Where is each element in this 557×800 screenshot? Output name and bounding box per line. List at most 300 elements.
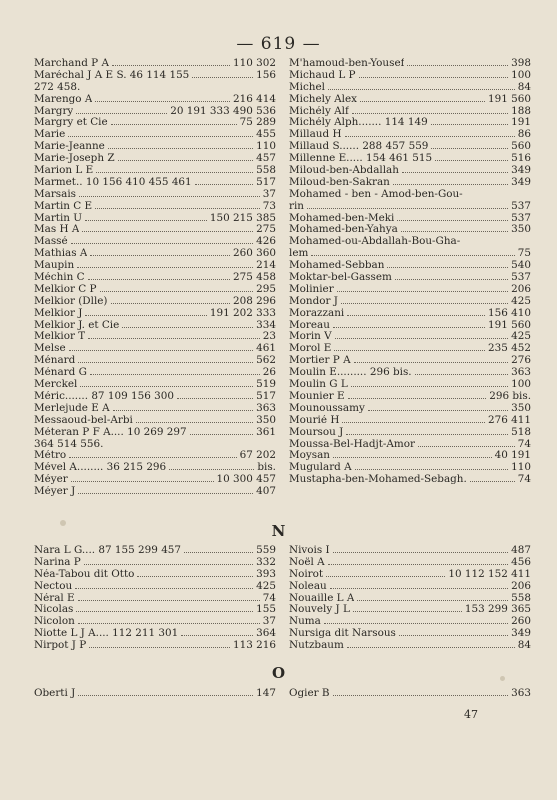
index-entry <box>34 379 276 391</box>
dot-leader <box>71 242 254 244</box>
index-entry-pages: 425 <box>511 295 531 307</box>
index-entry <box>34 581 276 593</box>
dot-leader <box>69 349 254 351</box>
index-entry-name: Mondor J <box>289 295 338 307</box>
index-entry <box>289 628 531 640</box>
index-entry-name: Nicolas <box>34 604 74 616</box>
index-entry-pages: 23 <box>262 331 276 343</box>
dot-leader <box>195 183 254 185</box>
index-entry-pages: 363 <box>511 367 531 379</box>
index-entry-name: Moursou J <box>289 426 344 438</box>
dot-leader <box>345 135 515 137</box>
index-entry-name: Morin V <box>289 331 332 343</box>
index-entry-name: Noël A <box>289 556 325 568</box>
dot-leader <box>108 147 253 149</box>
index-entry <box>34 403 276 415</box>
index-entry <box>289 343 531 355</box>
dot-leader <box>334 349 485 351</box>
dot-leader <box>78 361 253 363</box>
index-entry <box>34 462 276 474</box>
index-entry-pages: 260 360 <box>233 248 276 260</box>
index-entry <box>289 141 531 153</box>
dot-leader <box>184 551 253 553</box>
index-entry-pages: 518 <box>511 426 531 438</box>
dot-leader <box>307 207 508 209</box>
index-entry-name: Mustapha-ben-Mohamed-Sebagh. <box>289 474 467 486</box>
dot-leader <box>95 207 260 209</box>
index-entry-name: Michély Alph....... 114 149 <box>289 117 428 129</box>
index-entry <box>289 450 531 462</box>
index-entry-name: Nursiga dit Narsous <box>289 628 396 640</box>
index-entry-name: Mével A........ 36 215 296 <box>34 462 167 474</box>
index-entry-name: Ménard G <box>34 367 87 379</box>
dot-leader <box>76 112 167 114</box>
index-entry-pages: 75 <box>517 248 531 260</box>
index-entry-name: Ménard <box>34 355 76 367</box>
index-entry-pages: 155 <box>256 604 276 616</box>
dot-leader <box>333 551 509 553</box>
index-entry-name: Nouvely J L <box>289 604 350 616</box>
dot-leader <box>399 634 508 636</box>
index-entry-pages: 260 <box>511 616 531 628</box>
index-entry <box>34 213 276 225</box>
index-entry-name: Miloud-ben-Abdallah <box>289 165 399 177</box>
index-entry-name: Maréchal J A E S. 46 114 155 <box>34 69 190 81</box>
index-entry <box>289 331 531 343</box>
index-entry-name: Méyer <box>34 474 68 486</box>
index-entry <box>34 331 276 343</box>
index-entry-pages: 560 <box>511 141 531 153</box>
index-entry <box>289 165 531 177</box>
index-entry-name: Néa-Tabou dit Otto <box>34 568 135 580</box>
page-number: — 619 — <box>236 34 321 54</box>
index-entry-pages: 456 <box>511 556 531 568</box>
index-entry <box>34 688 276 700</box>
index-entry-pages: 517 <box>256 176 276 188</box>
index-entry-name: Moussa-Bel-Hadjt-Amor <box>289 438 415 450</box>
index-entry-pages: 519 <box>256 379 276 391</box>
index-entry <box>289 272 531 284</box>
index-entry-pages: 84 <box>517 81 531 93</box>
index-entry-pages: 540 <box>511 260 531 272</box>
index-entry <box>34 94 276 106</box>
index-entry <box>34 296 276 308</box>
dot-leader <box>88 337 260 339</box>
index-entry-name: Marie-Joseph Z <box>34 153 115 165</box>
index-entry-name: Margry <box>34 105 74 117</box>
index-entry <box>289 415 531 427</box>
index-entry-pages: 73 <box>262 200 276 212</box>
index-entry-pages: 150 215 385 <box>209 212 276 224</box>
index-entry-pages: 516 <box>511 153 531 165</box>
dot-leader <box>85 314 206 316</box>
index-entry-name: Morol E <box>289 343 332 355</box>
dot-leader <box>348 397 487 399</box>
index-entry-name: M'hamoud-ben-Yousef <box>289 58 405 69</box>
index-entry-name: Oberti J <box>34 688 76 699</box>
index-entry-name: Melkior (Dlle) <box>34 295 108 307</box>
index-entry-pages: 74 <box>262 592 276 604</box>
dot-leader <box>347 314 485 316</box>
index-entry-name: Moulin G L <box>289 379 348 391</box>
index-entry-pages: 349 <box>511 176 531 188</box>
index-entry <box>34 391 276 403</box>
index-entry-name: Messaoud-bel-Arbi <box>34 414 133 426</box>
dot-leader <box>90 254 230 256</box>
index-entry-pages: 364 <box>256 628 276 640</box>
index-entry-pages: 110 302 <box>233 58 276 69</box>
column-o-left <box>34 688 276 700</box>
dot-leader <box>397 219 508 221</box>
index-entry-pages: 26 <box>262 367 276 379</box>
dot-leader <box>333 456 492 458</box>
index-entry <box>289 545 531 557</box>
index-entry <box>34 248 276 260</box>
dot-leader <box>89 646 230 648</box>
dot-leader <box>353 610 462 612</box>
index-entry-name: Maupin <box>34 260 75 272</box>
dot-leader <box>333 326 485 328</box>
index-entry-pages: 110 <box>256 141 276 153</box>
index-entry-pages: 276 411 <box>488 414 531 426</box>
index-entry-pages: 153 299 365 <box>464 604 531 616</box>
index-entry-pages: 100 <box>511 69 531 81</box>
index-entry-name: Michaud L P <box>289 69 356 81</box>
index-entry <box>289 213 531 225</box>
index-entry-name: Melkior J. et Cie <box>34 319 120 331</box>
index-entry-pages: 156 410 <box>488 307 531 319</box>
index-entry-pages: 558 <box>511 592 531 604</box>
index-entry <box>34 141 276 153</box>
index-entry <box>289 379 531 391</box>
index-entry-name: Néral E <box>34 592 75 604</box>
index-entry-continuation: Mohamed-ou-Abdallah-Bou-Gha- <box>289 236 461 248</box>
column-o-right <box>289 688 531 700</box>
dot-leader <box>341 302 508 304</box>
index-entry-pages: 562 <box>256 355 276 367</box>
dot-leader <box>68 135 253 137</box>
index-entry-pages: 216 414 <box>233 93 276 105</box>
index-entry-pages: 363 <box>256 402 276 414</box>
index-entry <box>289 201 531 213</box>
index-entry-name: Noleau <box>289 580 327 592</box>
dot-leader <box>324 622 508 624</box>
index-entry-pages: 276 <box>511 355 531 367</box>
index-entry-pages: 275 458 <box>233 272 276 284</box>
index-entry <box>34 367 276 379</box>
dot-leader <box>85 219 207 221</box>
index-entry-pages: 206 <box>511 283 531 295</box>
index-entry-name: Mathias A <box>34 248 88 260</box>
index-entry-pages: 147 <box>256 688 276 699</box>
index-entry-name: Michely Alex <box>289 93 357 105</box>
index-entry <box>34 343 276 355</box>
index-entry-name: Millaud H <box>289 129 342 141</box>
dot-leader <box>79 195 260 197</box>
index-entry-pages: 393 <box>256 568 276 580</box>
index-entry <box>289 557 531 569</box>
index-entry-pages: 75 289 <box>239 117 276 129</box>
index-entry <box>289 260 531 272</box>
index-entry <box>34 320 276 332</box>
dot-leader <box>190 433 254 435</box>
index-entry <box>289 367 531 379</box>
index-entry <box>34 604 276 616</box>
index-entry-name: Mohamed-Sebban <box>289 260 385 272</box>
index-entry <box>34 415 276 427</box>
dot-leader <box>402 171 508 173</box>
index-entry-name: Massé <box>34 236 68 248</box>
index-entry <box>289 224 531 236</box>
printer-signature-mark: 47 <box>464 708 478 721</box>
index-entry-name: Niotte L J A.... 112 211 301 <box>34 628 179 640</box>
index-entry <box>34 640 276 652</box>
dot-leader <box>330 587 508 589</box>
index-entry-pages: 214 <box>256 260 276 272</box>
index-entry <box>34 189 276 201</box>
column-n-right <box>289 545 531 652</box>
dot-leader <box>95 100 230 102</box>
dot-leader <box>77 266 253 268</box>
dot-leader <box>169 468 254 470</box>
index-entry-name: Noirot <box>289 568 324 580</box>
index-entry-pages: 191 560 <box>488 319 531 331</box>
index-entry <box>34 569 276 581</box>
index-entry <box>289 427 531 439</box>
column-m-right <box>289 58 531 498</box>
index-entry <box>289 616 531 628</box>
index-entry-pages: 295 <box>256 283 276 295</box>
dot-leader <box>333 694 509 696</box>
index-entry-name: Nara L G.... 87 155 299 457 <box>34 545 182 556</box>
index-entry <box>34 486 276 498</box>
index-entry-name: Moreau <box>289 319 330 331</box>
index-entry <box>34 308 276 320</box>
index-entry-pages: 425 <box>256 580 276 592</box>
index-entry-name: Moulin E......... 296 bis. <box>289 367 412 379</box>
index-entry-name: Marion L E <box>34 165 94 177</box>
index-entry-name: Molinier <box>289 283 334 295</box>
index-entry-pages: 84 <box>517 640 531 652</box>
index-entry-pages: 350 <box>256 414 276 426</box>
dot-leader <box>88 278 230 280</box>
index-entry <box>34 450 276 462</box>
index-entry-continuation: 364 514 556. <box>34 438 104 450</box>
index-entry-pages: 558 <box>256 165 276 177</box>
index-entry-pages: 208 296 <box>233 295 276 307</box>
index-entry <box>289 177 531 189</box>
index-entry <box>289 604 531 616</box>
index-entry <box>289 593 531 605</box>
index-entry-name: Melkior J <box>34 307 83 319</box>
index-entry-name: Mohamed-ben-Yahya <box>289 224 398 236</box>
section-o <box>34 688 531 700</box>
dot-leader <box>311 254 514 256</box>
index-entry-name: Mas H A <box>34 224 80 236</box>
index-entry-pages: 156 <box>256 69 276 81</box>
index-entry-name: Merckel <box>34 379 78 391</box>
index-entry-pages: 349 <box>511 628 531 640</box>
index-entry <box>289 70 531 82</box>
dot-leader <box>90 373 260 375</box>
index-entry <box>34 474 276 486</box>
index-entry <box>34 165 276 177</box>
dot-leader <box>76 610 253 612</box>
index-entry <box>289 308 531 320</box>
index-entry <box>289 569 531 581</box>
index-entry-name: rin <box>289 200 304 212</box>
dot-leader <box>387 266 508 268</box>
index-entry-pages: 426 <box>256 236 276 248</box>
index-entry <box>289 284 531 296</box>
index-entry <box>289 403 531 415</box>
dot-leader <box>113 409 254 411</box>
index-entry-name: Marsais <box>34 188 76 200</box>
column-m-left <box>34 58 276 498</box>
index-entry <box>289 439 531 451</box>
index-entry-pages: 537 <box>511 212 531 224</box>
dot-leader <box>84 563 253 565</box>
index-entry-pages: 100 <box>511 379 531 391</box>
dot-leader <box>342 421 485 423</box>
index-entry-pages: 296 bis. <box>489 390 531 402</box>
dot-leader <box>75 587 253 589</box>
index-entry <box>34 224 276 236</box>
index-entry <box>289 474 531 486</box>
index-entry <box>289 640 531 652</box>
index-entry <box>289 106 531 118</box>
index-entry <box>34 557 276 569</box>
dot-leader <box>407 64 508 66</box>
dot-leader <box>111 302 231 304</box>
index-entry-name: Nectou <box>34 580 73 592</box>
dot-leader <box>122 326 253 328</box>
index-entry <box>34 628 276 640</box>
index-entry-name: Melkior T <box>34 331 86 343</box>
index-entry-name: Mugulard A <box>289 462 352 474</box>
dot-leader <box>78 694 253 696</box>
index-entry-name: Millaud S...... 288 457 559 <box>289 141 429 153</box>
dot-leader <box>357 599 508 601</box>
index-entry-continuation: 272 458. <box>34 81 81 93</box>
index-entry-name: Morazzani <box>289 307 345 319</box>
dot-leader <box>100 290 254 292</box>
index-entry-name: Nirpot J P <box>34 640 87 652</box>
index-entry <box>34 260 276 272</box>
dot-leader <box>71 480 214 482</box>
index-entry-pages: 275 <box>256 224 276 236</box>
index-entry-pages: 20 191 333 490 536 <box>170 105 276 117</box>
index-entry-name: Narina P <box>34 556 81 568</box>
index-entry <box>34 616 276 628</box>
index-entry <box>289 248 531 260</box>
index-entry-pages: 191 560 <box>488 93 531 105</box>
index-entry <box>289 82 531 94</box>
index-entry-name: Marchand P A <box>34 58 109 69</box>
index-entry <box>34 284 276 296</box>
index-entry <box>34 272 276 284</box>
index-entry-name: Nicolon <box>34 616 75 628</box>
dot-leader <box>78 492 253 494</box>
dot-leader <box>431 123 508 125</box>
dot-leader <box>415 373 509 375</box>
index-entry-name: Millenne E..... 154 461 515 <box>289 153 433 165</box>
dot-leader <box>78 599 260 601</box>
section-m <box>34 58 531 498</box>
index-entry-pages: 537 <box>511 272 531 284</box>
dot-leader <box>352 112 508 114</box>
index-entry-name: Michel <box>289 81 325 93</box>
index-entry-name: Martin U <box>34 212 83 224</box>
index-entry-name: Melkior C P <box>34 283 97 295</box>
index-entry <box>289 58 531 70</box>
column-n-left <box>34 545 276 652</box>
letter-heading-n: N <box>271 522 286 540</box>
index-entry-pages: 455 <box>256 129 276 141</box>
index-entry-name: Mortier P A <box>289 355 351 367</box>
index-entry-name: Melse <box>34 343 66 355</box>
index-entry-pages: 363 <box>511 688 531 699</box>
index-entry <box>34 545 276 557</box>
index-entry-name: Marie-Jeanne <box>34 141 105 153</box>
index-entry-pages: 191 202 333 <box>209 307 276 319</box>
index-entry-pages: 37 <box>262 616 276 628</box>
index-entry-pages: 350 <box>511 402 531 414</box>
dot-leader <box>470 480 515 482</box>
dot-leader <box>192 76 253 78</box>
dot-leader <box>181 634 253 636</box>
index-entry-name: Martin C E <box>34 200 93 212</box>
index-entry-pages: 74 <box>517 474 531 486</box>
index-entry-name: Méchin C <box>34 272 85 284</box>
dot-leader <box>69 456 236 458</box>
dot-leader <box>435 159 508 161</box>
index-entry <box>289 581 531 593</box>
index-entry <box>289 320 531 332</box>
dot-leader <box>395 278 508 280</box>
dot-leader <box>359 76 509 78</box>
index-entry <box>34 58 276 70</box>
index-entry <box>34 129 276 141</box>
dot-leader <box>346 433 508 435</box>
dot-leader <box>328 88 515 90</box>
index-entry <box>34 153 276 165</box>
index-entry <box>34 177 276 189</box>
index-entry-pages: 37 <box>262 188 276 200</box>
index-entry-pages: 559 <box>256 545 276 556</box>
index-entry-name: Michély Alf <box>289 105 349 117</box>
index-entry <box>34 70 276 82</box>
index-entry-name: Marengo A <box>34 93 93 105</box>
index-entry <box>34 593 276 605</box>
index-entry-name: Merlejude E A <box>34 402 110 414</box>
index-entry-pages: 188 <box>511 105 531 117</box>
index-entry-pages: 113 216 <box>233 640 276 652</box>
dot-leader <box>137 575 253 577</box>
index-entry-pages: 332 <box>256 556 276 568</box>
index-entry-pages: 334 <box>256 319 276 331</box>
dot-leader <box>328 563 509 565</box>
index-entry <box>289 688 531 700</box>
index-entry-name: Nivois I <box>289 545 330 556</box>
index-entry <box>34 427 276 439</box>
dot-leader <box>82 230 253 232</box>
index-entry-name: Miloud-ben-Sakran <box>289 176 390 188</box>
index-entry <box>34 236 276 248</box>
index-entry <box>289 355 531 367</box>
index-entry-pages: 191 <box>511 117 531 129</box>
dot-leader <box>351 385 508 387</box>
